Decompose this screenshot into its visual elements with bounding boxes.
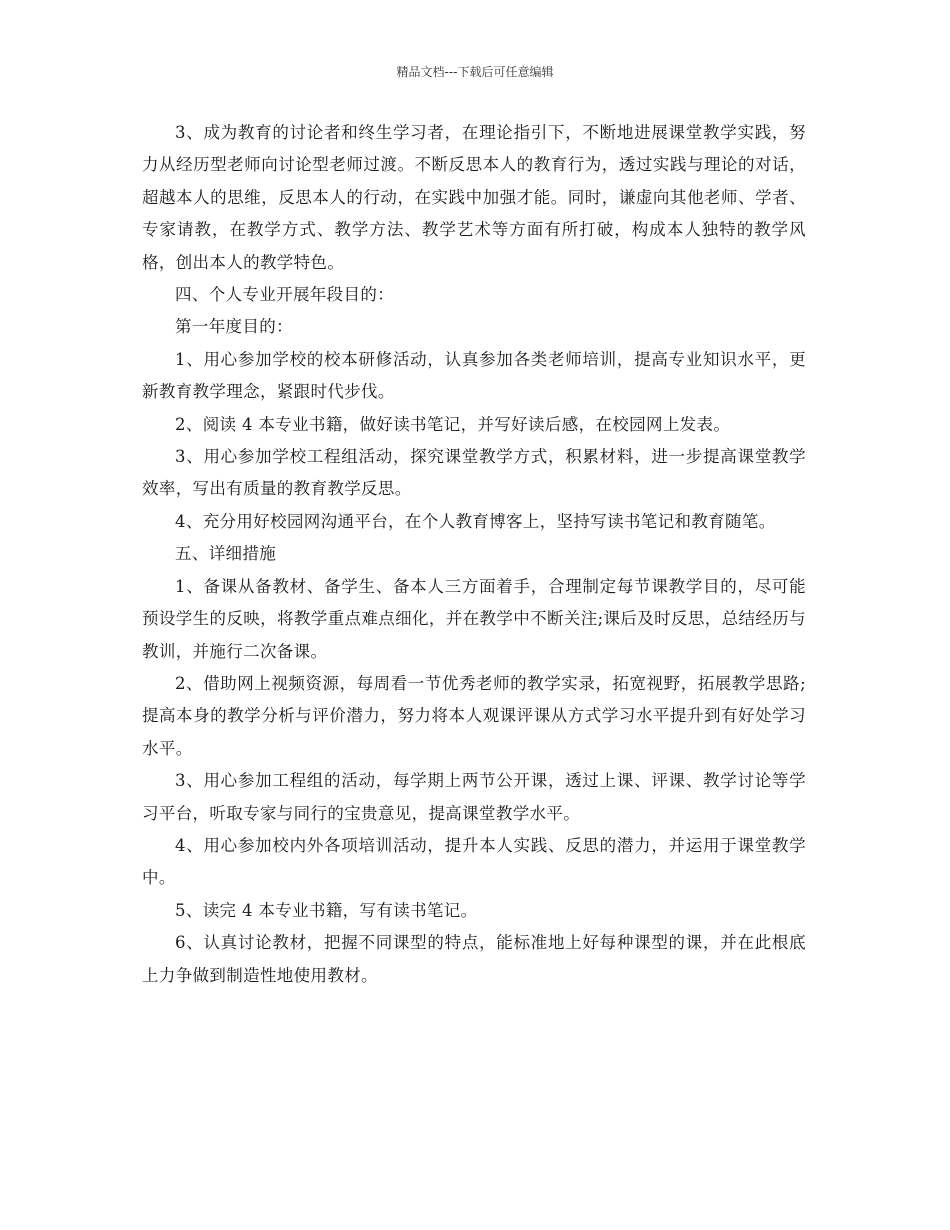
document-body bbox=[142, 117, 806, 992]
subheading-first-year-goals: 第一年度目的： bbox=[175, 317, 293, 337]
goal-item-3: 3、用心参加学校工程组活动，探究课堂教学方式，积累材料，进一步提高课堂教学效率，写出有质量的教育教学反思。 bbox=[142, 447, 806, 499]
measure-item-6: 6、认真讨论教材，把握不同课型的特点，能标准地上好每种课型的课，并在此根底上力争做到制造性地使用教材。 bbox=[142, 933, 806, 985]
measure-item-4: 4、用心参加校内外各项培训活动，提升本人实践、反思的潜力，并运用于课堂教学中。 bbox=[142, 835, 806, 888]
measure-item-1: 1、备课从备教材、备学生、备本人三方面着手，合理制定每节课教学目的，尽可能预设学生的反映，将教学重点难点细化，并在教学中不断关注;课后及时反思，总结经历与教训，并施行二次备课。 bbox=[142, 576, 806, 661]
goal-item-4: 4、充分用好校园网沟通平台，在个人教育博客上，坚持写读书笔记和教育随笔。 bbox=[175, 511, 776, 531]
section-heading-measures: 五、详细措施 bbox=[175, 544, 277, 564]
page-header: 精品文档---下载后可任意编辑 bbox=[396, 65, 554, 79]
goal-item-2: 2、阅读 4 本专业书籍，做好读书笔记，并写好读后感，在校园网上发表。 bbox=[175, 414, 731, 434]
measure-item-2: 2、借助网上视频资源，每周看一节优秀老师的教学实录，拓宽视野，拓展教学思路;提高本身的教学分析与评价潜力，努力将本人观课评课从方式学习水平提升到有好处学习水平。 bbox=[142, 673, 806, 758]
measure-item-5: 5、读完 4 本专业书籍，写有读书笔记。 bbox=[175, 900, 478, 920]
goal-item-1: 1、用心参加学校的校本研修活动，认真参加各类老师培训，提高专业知识水平，更新教育教学理念，紧跟时代步伐。 bbox=[142, 349, 806, 402]
section-heading-stage-goals: 四、个人专业开展年段目的： bbox=[175, 285, 395, 305]
paragraph-3-teacher-researcher: 3、成为教育的讨论者和终生学习者，在理论指引下，不断地进展课堂教学实践，努力从经历型老师向讨论型老师过渡。不断反思本人的教育行为，透过实践与理论的对话，超越本人的思维，反思本人的行动，在实践中加强才能。同时，谦虚向其他老师、学者、专家请教，在教学方式、教学方法、教学艺术等方面有所打破，构成本人独特的教学风格，创出本人的教学特色。 bbox=[142, 123, 806, 272]
measure-item-3: 3、用心参加工程组的活动，每学期上两节公开课，透过上课、评课、教学讨论等学习平台，听取专家与同行的宝贵意见，提高课堂教学水平。 bbox=[142, 771, 806, 823]
